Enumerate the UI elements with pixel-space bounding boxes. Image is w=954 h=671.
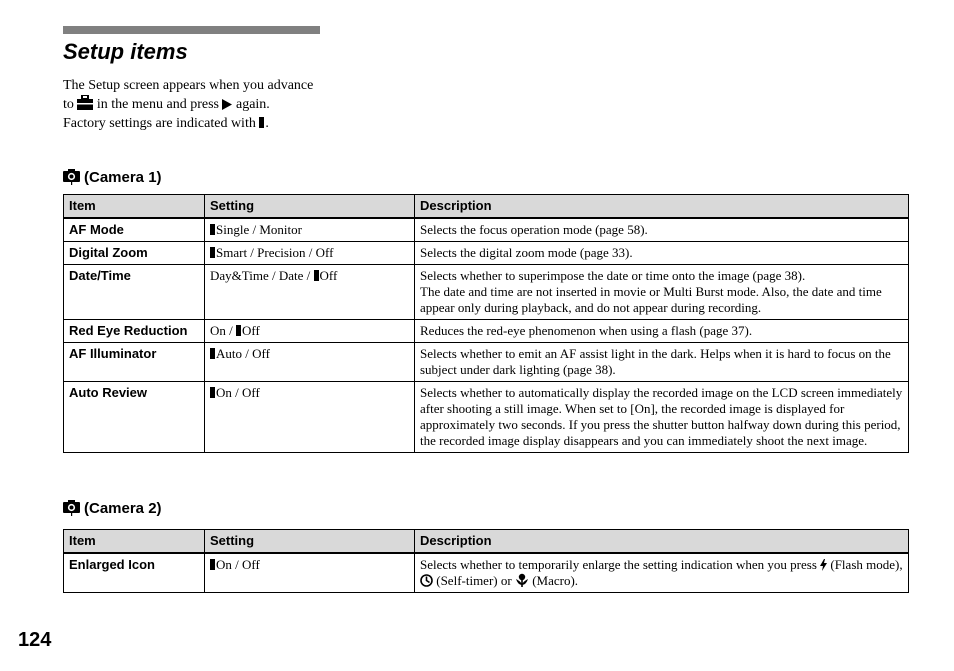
row-setting: Single / Monitor [205, 218, 415, 242]
intro-paragraph-1: The Setup screen appears when you advance to in the menu and press again. [63, 78, 314, 112]
factory-default-marker [210, 559, 215, 570]
intro-text [63, 76, 323, 133]
camera-icon [63, 499, 80, 516]
row-item: AF Mode [64, 218, 205, 242]
page-title: Setup items [63, 39, 188, 64]
column-header-description: Description [415, 195, 909, 219]
row-item: Enlarged Icon [64, 553, 205, 593]
factory-default-marker [210, 247, 215, 258]
table-row [64, 265, 909, 320]
table-header-row [64, 195, 909, 219]
row-setting: On / Off [205, 382, 415, 453]
row-setting: On / Off [205, 320, 415, 343]
column-header-item: Item [64, 195, 205, 219]
column-header-item: Item [64, 530, 205, 554]
camera2-heading: (Camera 2) [63, 499, 162, 519]
table-header-row [64, 530, 909, 554]
row-description: Selects whether to temporarily enlarge the setting indication when you press (Flash mode), (Self-timer) or (Macro). [415, 553, 909, 593]
camera1-heading: (Camera 1) [63, 168, 162, 188]
table-row [64, 553, 909, 593]
camera1-settings-table [63, 194, 909, 453]
row-item: Date/Time [64, 265, 205, 320]
factory-default-marker [236, 325, 241, 336]
column-header-setting: Setting [205, 195, 415, 219]
table-row [64, 320, 909, 343]
row-description: Reduces the red-eye phenomenon when using a flash (page 37). [415, 320, 909, 343]
title-bar-decoration [63, 26, 320, 34]
macro-flower-icon [515, 573, 529, 587]
camera2-settings-table [63, 529, 909, 593]
column-header-setting: Setting [205, 530, 415, 554]
intro-paragraph-2: Factory settings are indicated with . [63, 116, 269, 131]
row-description: Selects whether to emit an AF assist light in the dark. Helps when it is hard to focus on the subject under dark lighting (page 38). [415, 343, 909, 382]
row-item: Red Eye Reduction [64, 320, 205, 343]
self-timer-icon [420, 574, 433, 587]
row-item: Digital Zoom [64, 242, 205, 265]
table-row [64, 218, 909, 242]
row-description: Selects whether to superimpose the date or time onto the image (page 38). The date and time are not inserted in movie or Multi Burst mode. Also, the date and time appear only during playback, and do not appear during recording. [415, 265, 909, 320]
factory-default-marker [210, 224, 215, 235]
row-description: Selects the focus operation mode (page 58). [415, 218, 909, 242]
play-right-arrow-icon [222, 99, 232, 110]
table-row [64, 242, 909, 265]
flash-icon [820, 559, 827, 571]
camera-icon [63, 168, 80, 185]
row-setting: On / Off [205, 553, 415, 593]
factory-default-marker [210, 387, 215, 398]
row-description: Selects whether to automatically display the recorded image on the LCD screen immediately after shooting a still image. When set to [On], the recorded image is displayed for approximately two seconds. If you press the shutter button halfway down during this period, the recorded image display disappears and you can immediately shoot the next image. [415, 382, 909, 453]
row-setting: Day&Time / Date / Off [205, 265, 415, 320]
factory-default-marker [259, 117, 264, 128]
column-header-description: Description [415, 530, 909, 554]
row-item: AF Illuminator [64, 343, 205, 382]
table-row [64, 343, 909, 382]
table-row [64, 382, 909, 453]
row-item: Auto Review [64, 382, 205, 453]
factory-default-marker [314, 270, 319, 281]
factory-default-marker [210, 348, 215, 359]
row-setting: Auto / Off [205, 343, 415, 382]
setup-toolbox-icon [77, 95, 93, 110]
page-number: 124 [18, 629, 52, 651]
row-setting: Smart / Precision / Off [205, 242, 415, 265]
row-description: Selects the digital zoom mode (page 33). [415, 242, 909, 265]
